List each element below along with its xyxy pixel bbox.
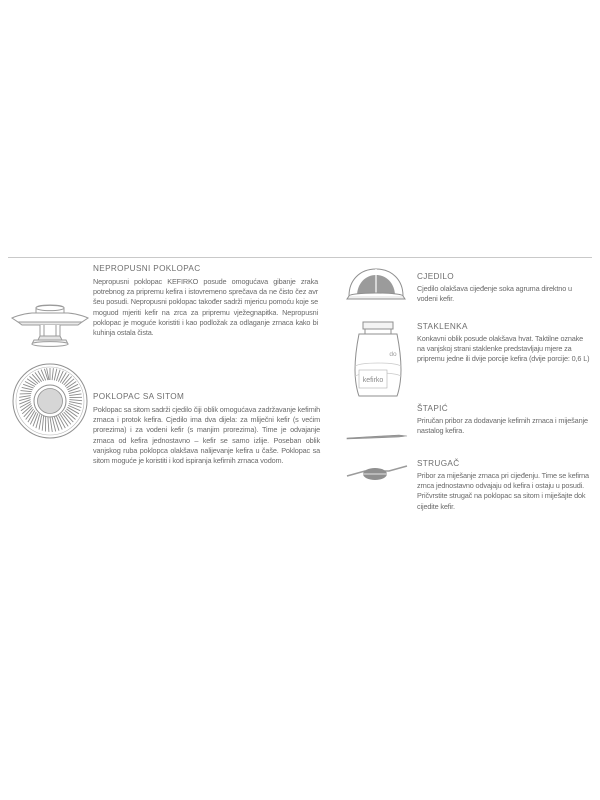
item-stapic-heading: ŠTAPIĆ (417, 404, 449, 413)
section-airtight-lid-heading: NEPROPUSNI POKLOPAC (93, 264, 201, 273)
item-stapic (417, 404, 592, 436)
airtight-lid-icon (10, 304, 90, 349)
jar-icon (349, 320, 407, 400)
section-airtight-lid (93, 264, 318, 338)
item-strugac (417, 459, 592, 512)
item-strugac-text: Pribor za miješanje zrnaca pri cijeđenju. Time se kefirna zrnca jednostavno odvajaju od kefira i ostaju u posudi. Pričvrstite strugač na poklopac sa sitom i miješajte dok cijedite kefir. (417, 471, 589, 511)
item-staklenka-heading: STAKLENKA (417, 322, 468, 331)
stick-icon (345, 430, 409, 444)
sieve-lid-icon (12, 363, 88, 439)
jar-label: kefirko (362, 377, 384, 384)
item-cjedilo (417, 272, 592, 304)
item-cjedilo-heading: CJEDILO (417, 272, 455, 281)
item-staklenka (417, 322, 592, 365)
item-staklenka-text: Konkavni oblik posude olakšava hvat. Taktilne oznake na vanjskoj strani staklenke predstavljaju mjere za pripremu jedne ili dvije porcije kefira (dvije porcije: 0,6 L) (417, 334, 590, 364)
section-airtight-lid-text: Nepropusni poklopac KEFIRKO posude omogućava gibanje zraka potrebnog za pripremu kefira i istovremeno sprečava da ne čisto čez avr šeu posudi. Nepropusni poklopac također sadrži mjericu pomoću koje se moguod mjeriti kefir na zrca za pripremu vježegnapitka. Nepropusni poklopac je moguće koristiti i kao podložak za odlaganje zrnaca kako bi kuhinja ostala čista. (93, 277, 318, 338)
item-strugac-heading: STRUGAČ (417, 459, 460, 468)
item-cjedilo-text: Cjedilo olakšava cijeđenje soka agruma direktno u vodeni kefir. (417, 284, 572, 304)
section-sieve-lid-heading: POKLOPAC SA SITOM (93, 392, 185, 401)
horizontal-divider (8, 257, 592, 258)
item-stapic-text: Priručan pribor za dodavanje kefirnih zrnaca i miješanje nastalog kefira. (417, 416, 588, 436)
section-sieve-lid-text: Poklopac sa sitom sadrži cjedilo čiji oblik omogućava zadržavanje kefirnih zrnaca i protok kefira. Cjedilo ima dva dijela: za mliječni kefir (s većim prorezima) i za vodeni kefir (s manjim prorezima). Time je odvajanje zrnaca od kefira jednostavno – kefir se samo izlije. Poseban oblik vanjskog ruba poklopca olakšava nalijevanje kefira u čaše. Poklopac sa sitom moguće je koristiti i kod ispiranja kefirnih zrnaca vodom. (93, 405, 320, 466)
strainer-icon (345, 266, 407, 308)
scraper-icon (345, 462, 409, 488)
section-sieve-lid (93, 392, 320, 466)
svg-text:dо: dо (389, 351, 397, 358)
